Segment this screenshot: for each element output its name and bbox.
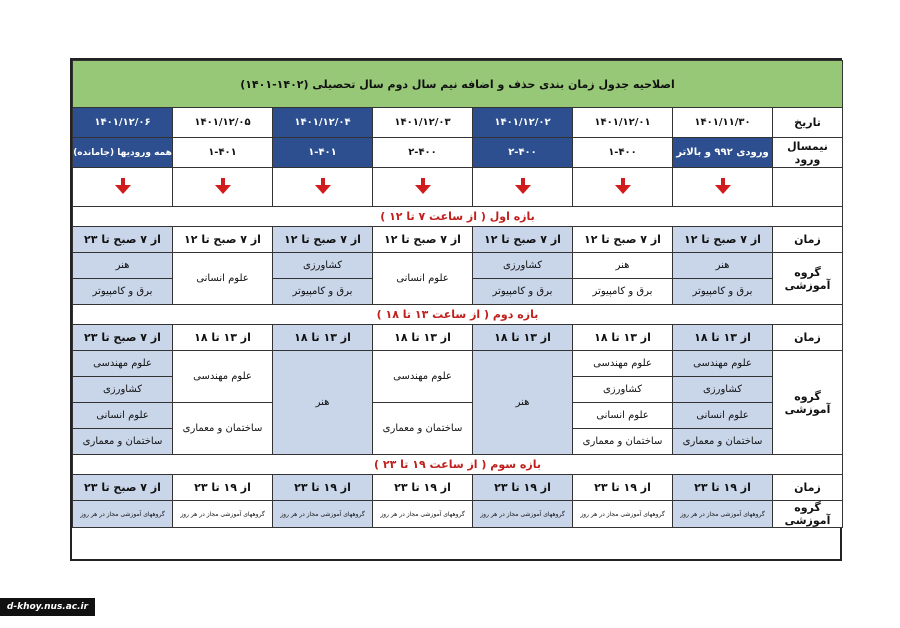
- arrow-down-icon: [315, 178, 331, 194]
- date-cell: ۱۴۰۱/۱۲/۰۶: [73, 108, 173, 138]
- time-cell: از ۱۹ تا ۲۳: [273, 475, 373, 501]
- time-label: زمان: [773, 227, 843, 253]
- semester-cell: ۱-۴۰۰: [573, 138, 673, 168]
- time-cell: از ۱۳ تا ۱۸: [473, 325, 573, 351]
- time-cell: از ۱۳ تا ۱۸: [173, 325, 273, 351]
- group-cell: هنر: [73, 253, 173, 279]
- time-cell: از ۱۳ تا ۱۸: [573, 325, 673, 351]
- group-cell: برق و کامپیوتر: [473, 279, 573, 305]
- arrow-down-icon: [715, 178, 731, 194]
- group-label: گروه آموزشی: [773, 253, 843, 305]
- group-cell: ساختمان و معماری: [73, 429, 173, 455]
- group-cell: علوم انسانی: [673, 403, 773, 429]
- date-cell: ۱۴۰۱/۱۲/۰۵: [173, 108, 273, 138]
- group-cell: ساختمان و معماری: [173, 403, 273, 455]
- semester-cell: ۲-۴۰۰: [373, 138, 473, 168]
- semester-label: نیمسال ورود: [773, 138, 843, 168]
- time-cell: از ۱۹ تا ۲۳: [473, 475, 573, 501]
- group-cell: گروههای آموزشی مجاز در هر روز: [573, 501, 673, 528]
- group-cell: کشاورزی: [573, 377, 673, 403]
- group-cell: ساختمان و معماری: [573, 429, 673, 455]
- period-3-title: بازه سوم ( از ساعت ۱۹ تا ۲۳ ): [73, 455, 843, 475]
- time-cell: از ۷ صبح تا ۱۲: [673, 227, 773, 253]
- semester-cell: ۲-۴۰۰: [473, 138, 573, 168]
- semester-cell: ۱-۴۰۱: [273, 138, 373, 168]
- semester-cell: ورودی ۹۹۲ و بالاتر: [673, 138, 773, 168]
- group-cell: کشاورزی: [473, 253, 573, 279]
- time-cell: از ۱۳ تا ۱۸: [673, 325, 773, 351]
- group-cell: برق و کامپیوتر: [273, 279, 373, 305]
- group-cell: علوم انسانی: [73, 403, 173, 429]
- group-label: گروه آموزشی: [773, 351, 843, 455]
- group-label: گروه آموزشی: [773, 501, 843, 528]
- date-cell: ۱۴۰۱/۱۲/۰۱: [573, 108, 673, 138]
- group-cell: علوم انسانی: [573, 403, 673, 429]
- date-label: تاریخ: [773, 108, 843, 138]
- group-cell: گروههای آموزشی مجاز در هر روز: [373, 501, 473, 528]
- time-cell: از ۷ صبح تا ۱۲: [573, 227, 673, 253]
- time-label: زمان: [773, 325, 843, 351]
- site-watermark: d-khoy.nus.ac.ir: [0, 598, 95, 616]
- group-cell: گروههای آموزشی مجاز در هر روز: [73, 501, 173, 528]
- group-cell: گروههای آموزشی مجاز در هر روز: [673, 501, 773, 528]
- arrow-down-icon: [215, 178, 231, 194]
- date-cell: ۱۴۰۱/۱۱/۳۰: [673, 108, 773, 138]
- time-label: زمان: [773, 475, 843, 501]
- time-cell: از ۷ صبح تا ۲۳: [73, 227, 173, 253]
- time-cell: از ۷ صبح تا ۲۳: [73, 325, 173, 351]
- schedule-sheet: [70, 58, 842, 561]
- time-cell: از ۷ صبح تا ۲۳: [73, 475, 173, 501]
- semester-cell: ۱-۴۰۱: [173, 138, 273, 168]
- group-cell: علوم مهندسی: [373, 351, 473, 403]
- group-cell: کشاورزی: [273, 253, 373, 279]
- time-cell: از ۱۹ تا ۲۳: [173, 475, 273, 501]
- arrow-down-icon: [115, 178, 131, 194]
- date-cell: ۱۴۰۱/۱۲/۰۳: [373, 108, 473, 138]
- group-cell: گروههای آموزشی مجاز در هر روز: [473, 501, 573, 528]
- time-cell: از ۱۹ تا ۲۳: [573, 475, 673, 501]
- date-cell: ۱۴۰۱/۱۲/۰۴: [273, 108, 373, 138]
- group-cell: هنر: [673, 253, 773, 279]
- period-1-title: بازه اول ( از ساعت ۷ تا ۱۲ ): [73, 207, 843, 227]
- group-cell: علوم انسانی: [173, 253, 273, 305]
- time-cell: از ۱۳ تا ۱۸: [273, 325, 373, 351]
- group-cell: هنر: [473, 351, 573, 455]
- group-cell: برق و کامپیوتر: [673, 279, 773, 305]
- group-cell: علوم مهندسی: [573, 351, 673, 377]
- group-cell: برق و کامپیوتر: [573, 279, 673, 305]
- group-cell: هنر: [573, 253, 673, 279]
- time-cell: از ۱۹ تا ۲۳: [673, 475, 773, 501]
- date-cell: ۱۴۰۱/۱۲/۰۲: [473, 108, 573, 138]
- group-cell: برق و کامپیوتر: [73, 279, 173, 305]
- period-2-title: بازه دوم ( از ساعت ۱۳ تا ۱۸ ): [73, 305, 843, 325]
- semester-cell: همه ورودیها (جامانده): [73, 138, 173, 168]
- arrow-down-icon: [515, 178, 531, 194]
- group-cell: علوم مهندسی: [73, 351, 173, 377]
- time-cell: از ۱۹ تا ۲۳: [373, 475, 473, 501]
- time-cell: از ۷ صبح تا ۱۲: [473, 227, 573, 253]
- group-cell: گروههای آموزشی مجاز در هر روز: [173, 501, 273, 528]
- group-cell: ساختمان و معماری: [673, 429, 773, 455]
- table-title: اصلاحیه جدول زمان بندی حذف و اضافه نیم سال دوم سال تحصیلی (۱۴۰۲-۱۴۰۱): [73, 61, 843, 108]
- group-cell: علوم مهندسی: [673, 351, 773, 377]
- schedule-table: [72, 60, 843, 528]
- group-cell: علوم مهندسی: [173, 351, 273, 403]
- group-cell: علوم انسانی: [373, 253, 473, 305]
- group-cell: کشاورزی: [673, 377, 773, 403]
- group-cell: هنر: [273, 351, 373, 455]
- arrow-down-icon: [415, 178, 431, 194]
- time-cell: از ۷ صبح تا ۱۲: [273, 227, 373, 253]
- time-cell: از ۷ صبح تا ۱۲: [373, 227, 473, 253]
- time-cell: از ۷ صبح تا ۱۲: [173, 227, 273, 253]
- group-cell: کشاورزی: [73, 377, 173, 403]
- arrow-down-icon: [615, 178, 631, 194]
- group-cell: گروههای آموزشی مجاز در هر روز: [273, 501, 373, 528]
- arrow-spacer: [773, 168, 843, 207]
- group-cell: ساختمان و معماری: [373, 403, 473, 455]
- time-cell: از ۱۳ تا ۱۸: [373, 325, 473, 351]
